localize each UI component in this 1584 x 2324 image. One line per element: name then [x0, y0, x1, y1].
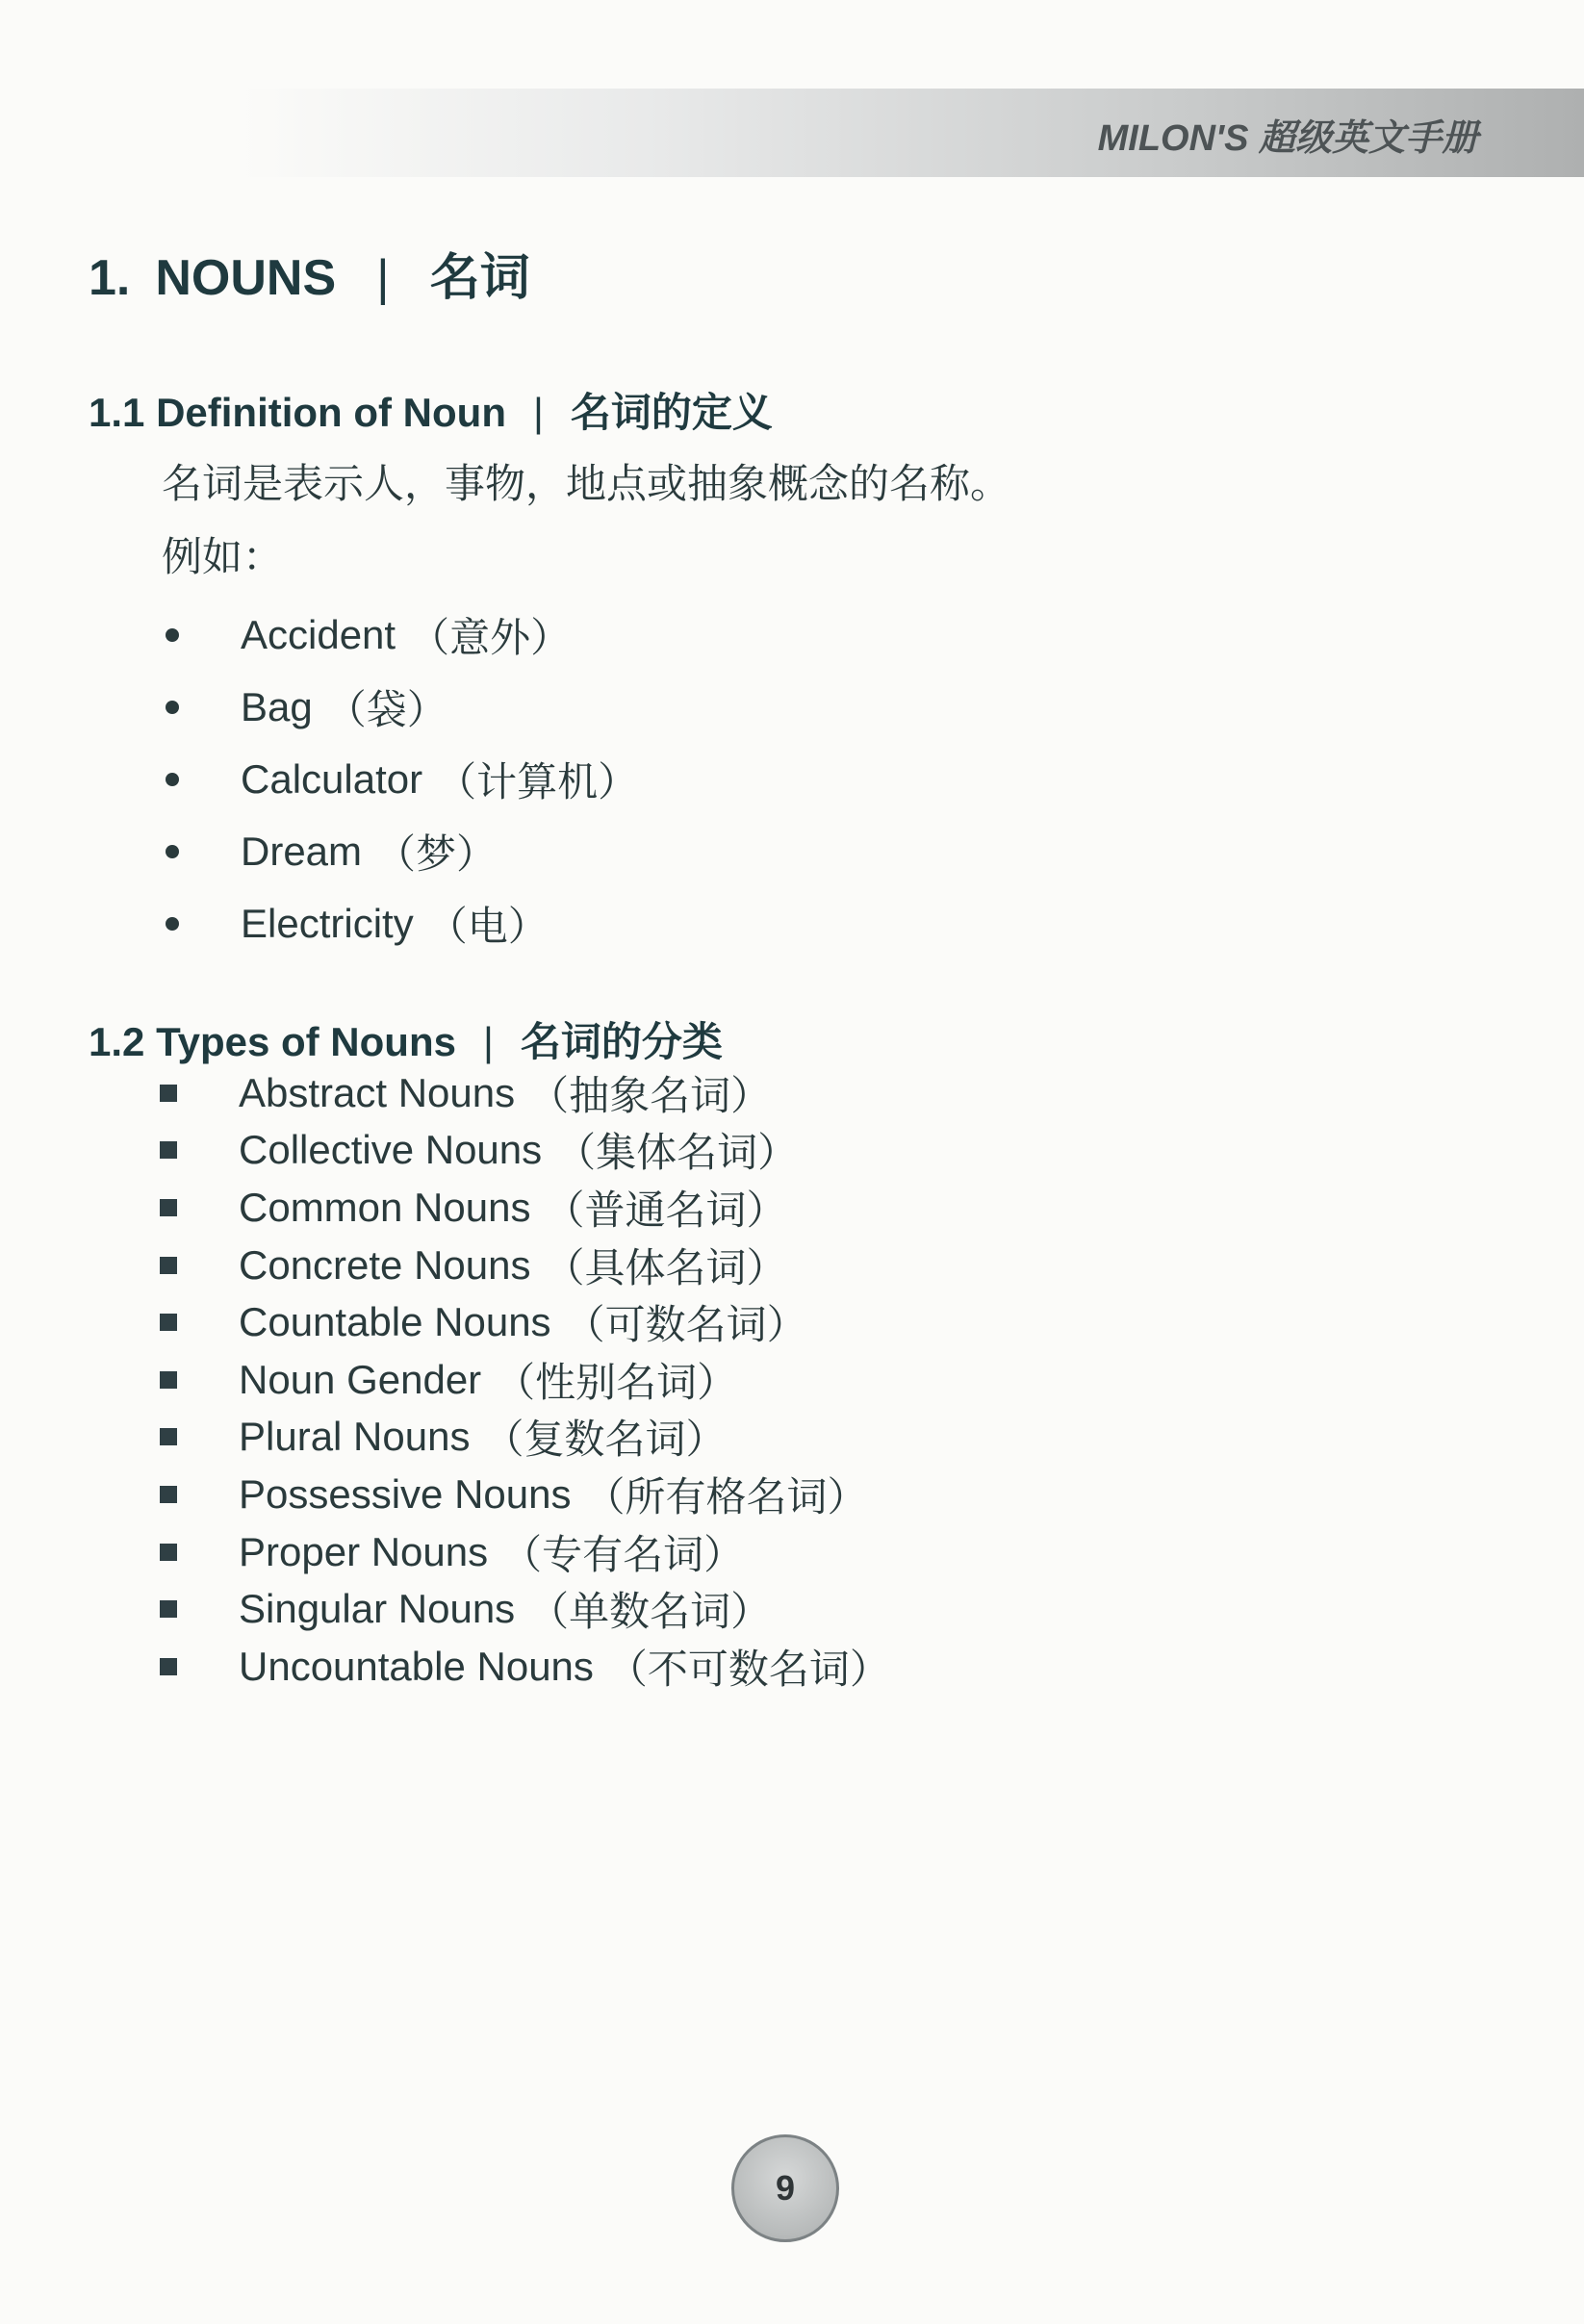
- example-list: [154, 599, 638, 959]
- list-item: [160, 1523, 890, 1581]
- list-item: [154, 599, 638, 671]
- list-item: [154, 743, 638, 815]
- example-en: Accident: [241, 611, 396, 657]
- bullet-dot-icon: [166, 917, 179, 931]
- type-cn: （专有名词）: [501, 1530, 745, 1578]
- list-item: [160, 1237, 890, 1294]
- section-types-title: [89, 1010, 723, 1068]
- chapter-number: 1.: [89, 250, 131, 306]
- bullet-square-icon: [160, 1257, 177, 1274]
- header-band: [241, 89, 1584, 177]
- type-cn: （具体名词）: [544, 1243, 787, 1291]
- type-cn: （抽象名词）: [528, 1071, 772, 1119]
- type-en: Plural Nouns: [239, 1414, 471, 1460]
- example-cn: （梦）: [375, 830, 498, 878]
- list-item: [160, 1409, 890, 1467]
- type-en: Common Nouns: [239, 1184, 531, 1230]
- section-number: 1.1: [89, 390, 145, 435]
- type-en: Collective Nouns: [239, 1127, 543, 1173]
- example-cn: （电）: [426, 902, 549, 950]
- example-en: Dream: [241, 828, 363, 874]
- section-title-en: Types of Nouns: [156, 1019, 456, 1064]
- list-item: [160, 1179, 890, 1237]
- page-number: 9: [731, 2134, 839, 2242]
- bullet-square-icon: [160, 1428, 177, 1445]
- bullet-dot-icon: [166, 701, 179, 714]
- bullet-square-icon: [160, 1141, 177, 1159]
- section-separator: |: [532, 390, 544, 435]
- type-en: Abstract Nouns: [239, 1069, 516, 1115]
- type-cn: （普通名词）: [544, 1186, 787, 1234]
- chapter-separator: |: [376, 250, 390, 306]
- example-en: Calculator: [241, 755, 423, 802]
- list-item: [154, 671, 638, 743]
- section-definition-title: [89, 381, 773, 439]
- type-cn: （单数名词）: [528, 1588, 772, 1636]
- list-item: [160, 1580, 890, 1638]
- example-cn: （计算机）: [436, 757, 639, 805]
- bullet-dot-icon: [166, 773, 179, 786]
- definition-text: 名词是表示人，事物，地点或抽象概念的名称。: [162, 460, 1011, 507]
- type-en: Proper Nouns: [239, 1528, 489, 1574]
- example-en: Electricity: [241, 900, 414, 946]
- bullet-square-icon: [160, 1371, 177, 1389]
- bullet-square-icon: [160, 1314, 177, 1331]
- bullet-dot-icon: [166, 845, 179, 858]
- section-title-en: Definition of Noun: [156, 390, 506, 435]
- list-item: [160, 1122, 890, 1180]
- bullet-square-icon: [160, 1199, 177, 1216]
- type-cn: （性别名词）: [495, 1358, 738, 1406]
- type-en: Uncountable Nouns: [239, 1643, 594, 1689]
- list-item: [154, 815, 638, 887]
- type-en: Concrete Nouns: [239, 1241, 531, 1288]
- list-item: [160, 1351, 890, 1409]
- type-en: Countable Nouns: [239, 1299, 551, 1345]
- bullet-square-icon: [160, 1085, 177, 1102]
- example-en: Bag: [241, 683, 313, 729]
- type-cn: （不可数名词）: [606, 1645, 890, 1693]
- book-title: MILON'S 超级英文手册: [1097, 118, 1478, 159]
- bullet-square-icon: [160, 1544, 177, 1561]
- type-en: Possessive Nouns: [239, 1470, 572, 1517]
- section-title-cn: 名词的分类: [520, 1019, 723, 1064]
- bullet-square-icon: [160, 1600, 177, 1618]
- section-title-cn: 名词的定义: [570, 390, 773, 435]
- list-item: [154, 887, 638, 959]
- section-number: 1.2: [89, 1019, 145, 1064]
- bullet-dot-icon: [166, 628, 179, 642]
- section-separator: |: [482, 1019, 494, 1064]
- bullet-square-icon: [160, 1658, 177, 1675]
- example-cn: （袋）: [325, 685, 447, 733]
- chapter-title: [89, 237, 530, 309]
- list-item: [160, 1293, 890, 1351]
- type-cn: （复数名词）: [483, 1416, 727, 1464]
- type-en: Singular Nouns: [239, 1586, 516, 1632]
- list-item: [160, 1638, 890, 1696]
- type-en: Noun Gender: [239, 1356, 482, 1402]
- chapter-title-en: NOUNS: [155, 250, 337, 306]
- list-item: [160, 1466, 890, 1523]
- example-cn: （意外）: [409, 613, 572, 661]
- bullet-square-icon: [160, 1486, 177, 1503]
- type-cn: （集体名词）: [555, 1129, 799, 1177]
- example-label: 例如：: [162, 533, 284, 580]
- chapter-title-cn: 名词: [429, 250, 530, 306]
- type-cn: （可数名词）: [564, 1301, 807, 1349]
- types-list: [160, 1064, 890, 1696]
- list-item: [160, 1064, 890, 1122]
- type-cn: （所有格名词）: [584, 1472, 868, 1520]
